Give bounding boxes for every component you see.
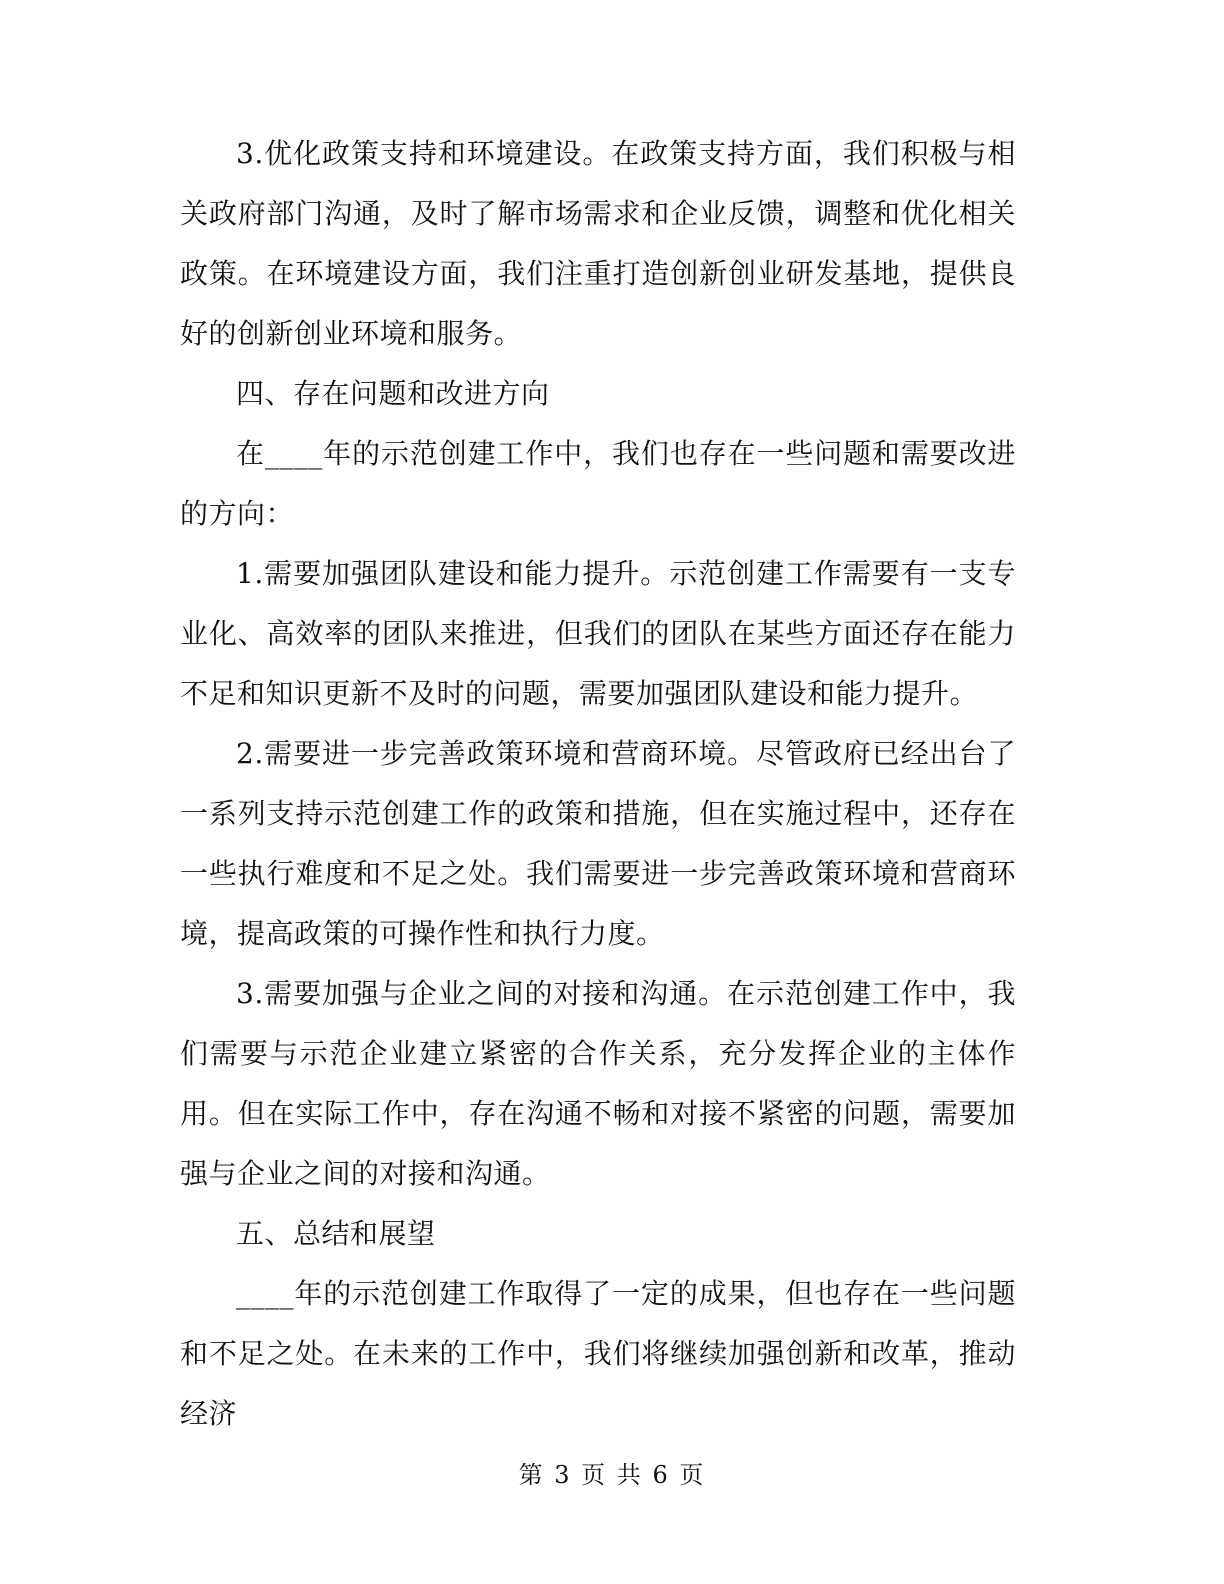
paragraph-problems-intro: 在____年的示范创建工作中，我们也存在一些问题和需要改进的方向： xyxy=(180,437,1016,530)
paragraph-enterprise-communication: 3.需要加强与企业之间的对接和沟通。在示范创建工作中，我们需要与示范企业建立紧密的合作关系，充分发挥企业的主体作用。但在实际工作中，存在沟通不畅和对接不紧密的问题，需要加强与企业之间的对接和沟通。 xyxy=(180,977,1016,1190)
section-heading-summary: 五、总结和展望 xyxy=(236,1217,436,1250)
paragraph-policy-support: 3.优化政策支持和环境建设。在政策支持方面，我们积极与相关政府部门沟通，及时了解市场需求和企业反馈，调整和优化相关政策。在环境建设方面，我们注重打造创新创业研发基地，提供良好的创新创业环境和服务。 xyxy=(180,137,1016,350)
section-heading-problems: 四、存在问题和改进方向 xyxy=(236,377,550,410)
paragraph-team-building: 1.需要加强团队建设和能力提升。示范创建工作需要有一支专业化、高效率的团队来推进，但我们的团队在某些方面还存在能力不足和知识更新不及时的问题，需要加强团队建设和能力提升。 xyxy=(180,557,1016,710)
paragraph-summary: ____年的示范创建工作取得了一定的成果，但也存在一些问题和不足之处。在未来的工作中，我们将继续加强创新和改革，推动经济 xyxy=(180,1277,1016,1430)
paragraph-policy-environment: 2.需要进一步完善政策环境和营商环境。尽管政府已经出台了一系列支持示范创建工作的政策和措施，但在实施过程中，还存在一些执行难度和不足之处。我们需要进一步完善政策环境和营商环境，提高政策的可操作性和执行力度。 xyxy=(180,737,1016,950)
document-body xyxy=(180,124,1016,1444)
page-number-footer: 第 3 页 共 6 页 xyxy=(518,1461,706,1489)
